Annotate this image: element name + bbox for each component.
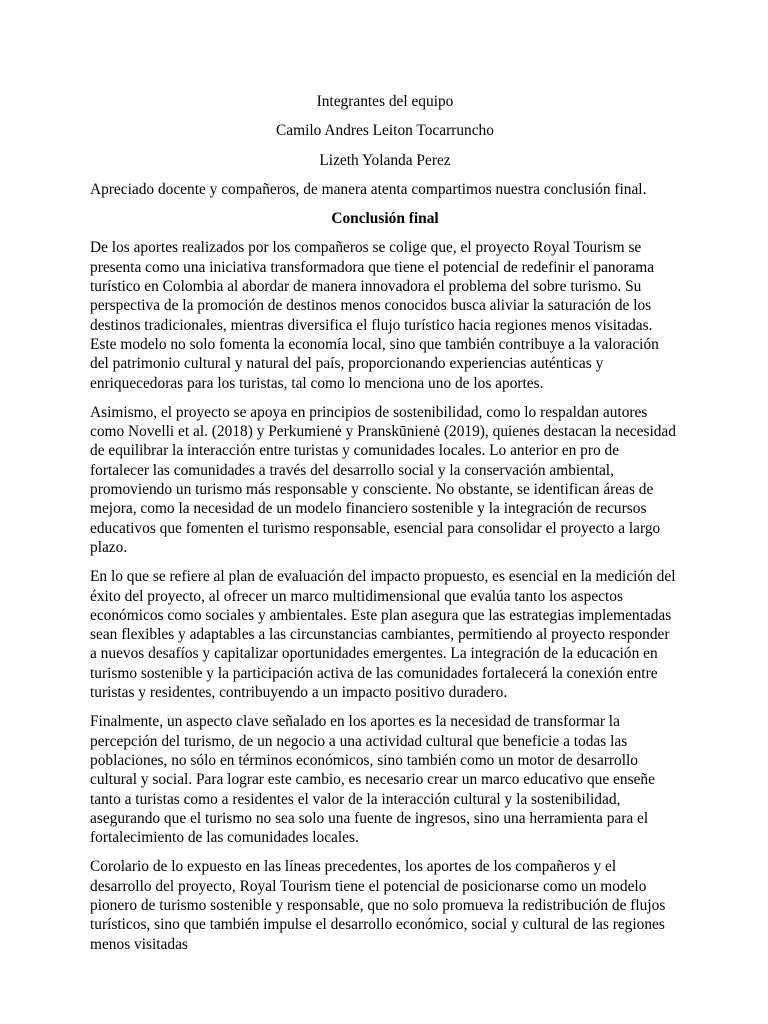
intro-text: Apreciado docente y compañeros, de manera atenta compartimos nuestra conclusión final.: [90, 180, 647, 198]
team-member-1: Camilo Andres Leiton Tocarruncho: [276, 122, 494, 140]
paragraph-1: De los aportes realizados por los compañeros se colige que, el proyecto Royal Tourism se presenta como una iniciativa transformadora que tiene el potencial de redefinir el panorama turístico en Colombia al abordar de manera innovadora el problema del sobre turismo. Su perspectiva de la promoción de destinos menos conocidos busca aliviar la saturación de los destinos tradicionales, mientras diversifica el flujo turístico hacia regiones menos visitadas. Este modelo no solo fomenta la economía local, sino que también contribuye a la valoración del patrimonio cultural y natural del país, proporcionando experiencias auténticas y enriquecedoras para los turistas, tal como lo menciona uno de los aportes.: [90, 239, 659, 392]
team-heading: Integrantes del equipo: [316, 93, 454, 110]
paragraph-2: Asimismo, el proyecto se apoya en principios de sostenibilidad, como lo respaldan autores como Novelli et al. (2018) y Perkumienė y Pranskūnienė (2019), quienes destacan la necesidad de equilibrar la interacción entre turistas y comunidades locales. Lo anterior en pro de fortalecer las comunidades a través del desarrollo social y la conservación ambiental, promoviendo un turismo más responsable y consciente. No obstante, se identifican áreas de mejora, como la necesidad de un modelo financiero sostenible y la integración de recursos educativos que fomenten el turismo responsable, esencial para consolidar el proyecto a largo plazo.: [90, 403, 676, 556]
document-body: [90, 92, 680, 964]
paragraph-3: En lo que se refiere al plan de evaluación del impacto propuesto, es esencial en la medición del éxito del proyecto, al ofrecer un marco multidimensional que evalúa tanto los aspectos económicos como sociales y ambientales. Este plan asegura que las estrategias implementadas sean flexibles y adaptables a las circunstancias cambiantes, permitiendo al proyecto responder a nuevos desafíos y capitalizar oportunidades emergentes. La integración de la educación en turismo sostenible y la participación activa de las comunidades fortalecerá la conexión entre turistas y residentes, contribuyendo a un impacto positivo duradero.: [90, 568, 676, 702]
paragraph-5: Corolario de lo expuesto en las líneas precedentes, los aportes de los compañeros y el desarrollo del proyecto, Royal Tourism tiene el potencial de posicionarse como un modelo pionero de turismo sostenible y responsable, que no solo promueva la redistribución de flujos turísticos, sino que también impulse el desarrollo económico, social y cultural de las regiones menos visitadas: [90, 858, 666, 953]
team-member-2: Lizeth Yolanda Perez: [319, 151, 451, 169]
paragraph-4: Finalmente, un aspecto clave señalado en los aportes es la necesidad de transformar la percepción del turismo, de un negocio a una actividad cultural que beneficie a todas las poblaciones, no sólo en términos económicos, sino también como un motor de desarrollo cultural y social. Para lograr este cambio, es necesario crear un marco educativo que enseñe tanto a turistas como a residentes el valor de la interacción cultural y la sostenibilidad, asegurando que el turismo no sea solo una fuente de ingresos, sino una herramienta para el fortalecimiento de las comunidades locales.: [90, 713, 655, 847]
section-title: Conclusión final: [331, 210, 439, 228]
